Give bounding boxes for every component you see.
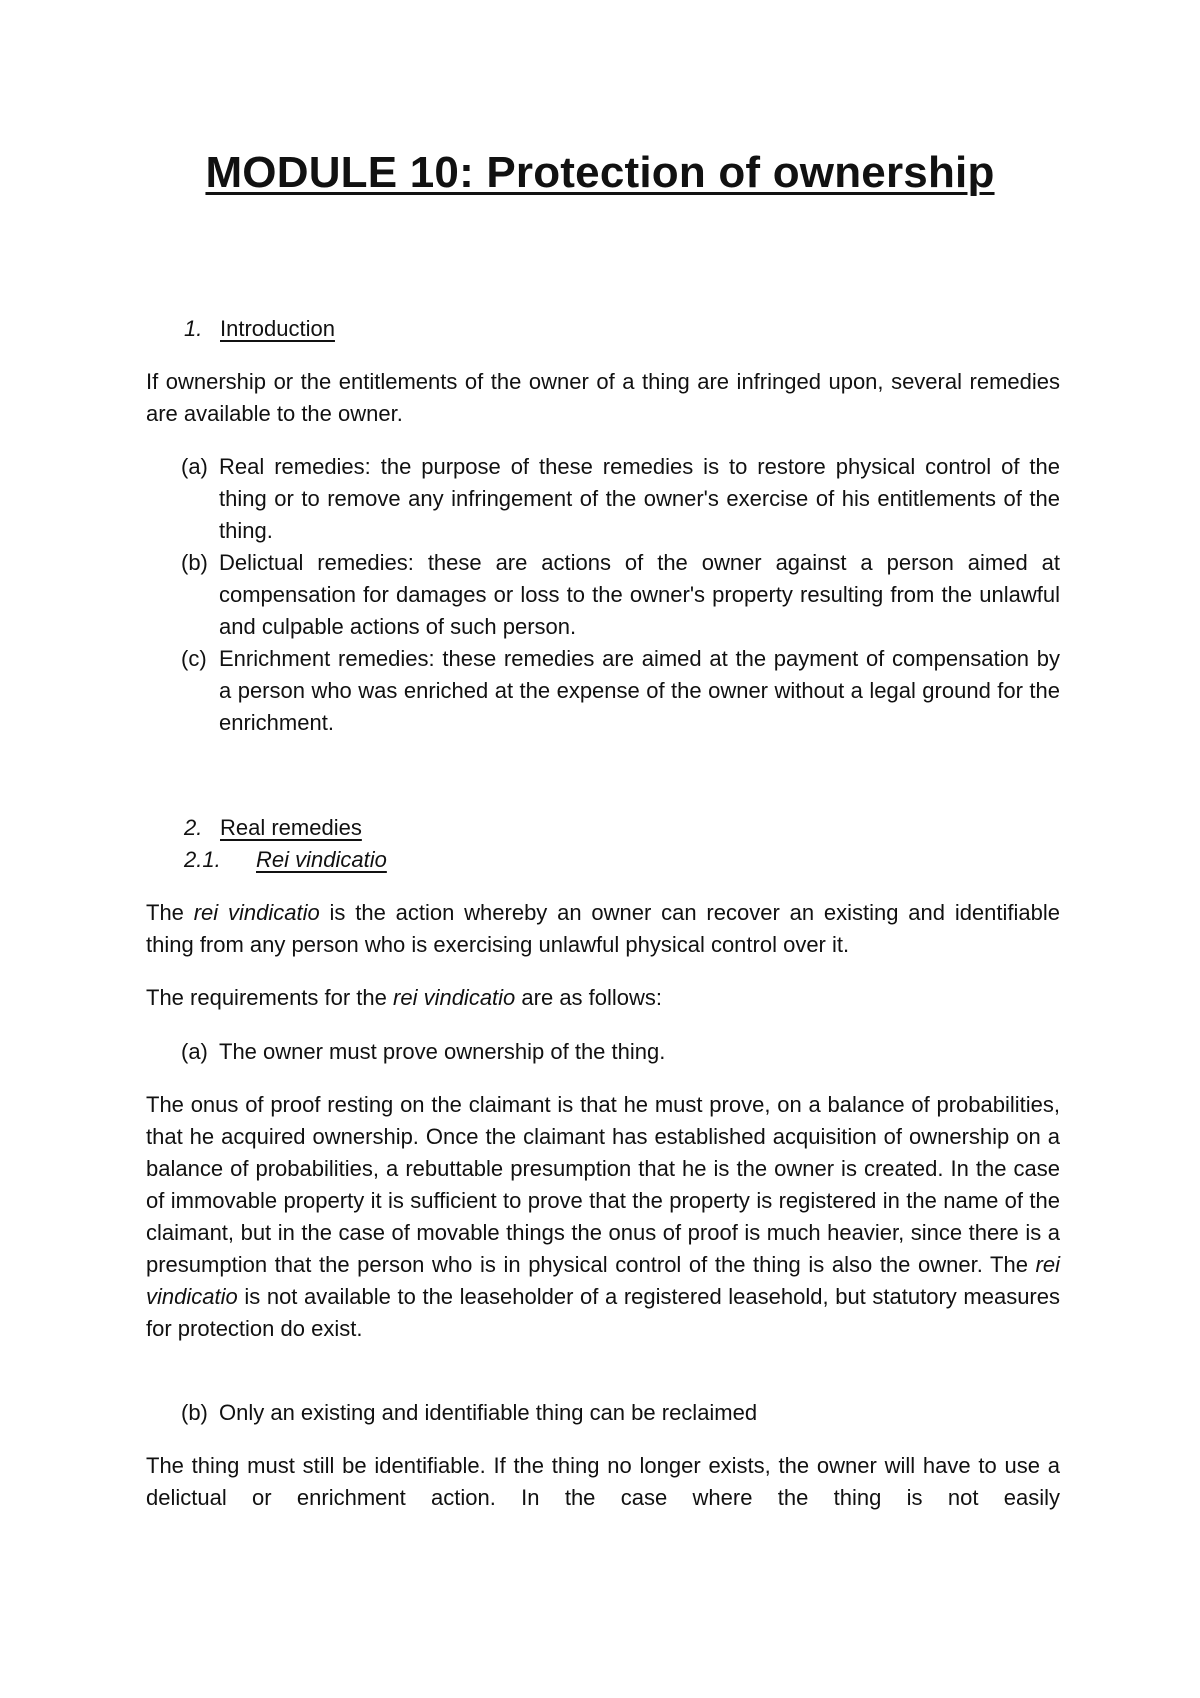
section-number: 2. (184, 815, 203, 840)
list-item-text: Only an existing and identifiable thing can be reclaimed (219, 1400, 758, 1425)
page-title: MODULE 10: Protection of ownership (205, 148, 995, 197)
text-run: The requirements for the (146, 985, 394, 1010)
list-marker: (b) (181, 550, 208, 575)
list-item-text: Real remedies: the purpose of these remedies is to restore physical control of the thing or to remove any infringement of the owner's exercise of his entitlements of the thing. (219, 454, 1060, 543)
list-marker: (c) (181, 646, 207, 671)
rei-vindicatio-definition (146, 897, 1060, 961)
section-title: Real remedies (220, 815, 362, 840)
italic-term: rei vindicatio (146, 1252, 1060, 1309)
list-marker: (b) (181, 1400, 208, 1425)
text-run: The onus of proof resting on the claimant is that he must prove, on a balance of probabilities, that he acquired ownership. Once the claimant has established acquisition of ownership on a balance of probabilities, a rebuttable presumption that he is the owner is created. In the case of immovable property it is sufficient to prove that the property is registered in the name of the claimant, but in the case of movable things the onus of proof is much heavier, since there is a presumption that the person who is in physical control of the thing is also the owner. The (146, 1092, 1060, 1277)
list-item-text: The owner must prove ownership of the thing. (219, 1039, 666, 1064)
list-item-text: Enrichment remedies: these remedies are aimed at the payment of compensation by a person who was enriched at the expense of the owner without a legal ground for the enrichment. (219, 646, 1060, 735)
onus-of-proof-paragraph (146, 1089, 1060, 1345)
section-title: Introduction (220, 316, 335, 341)
section-number: 1. (184, 316, 203, 341)
text-run: The (146, 900, 194, 925)
text-run: is not available to the leaseholder of a registered leasehold, but statutory measures for protection do exist. (146, 1284, 1060, 1341)
requirements-intro (146, 982, 1060, 1014)
list-item-text: Delictual remedies: these are actions of the owner against a person aimed at compensation for damages or loss to the owner's property resulting from the unlawful and culpable actions of such person. (219, 550, 1060, 639)
list-marker: (a) (181, 1039, 208, 1064)
identifiable-thing-paragraph: The thing must still be identifiable. If the thing no longer exists, the owner will have to use a delictual or enrichment action. In the case where the thing is not easily (146, 1453, 1060, 1510)
text-run: is the action whereby an owner can recover an existing and identifiable thing from any person who is exercising unlawful physical control over it. (146, 900, 1061, 957)
italic-term: rei vindicatio (193, 900, 320, 925)
section-number: 2.1. (184, 847, 221, 872)
intro-paragraph: If ownership or the entitlements of the owner of a thing are infringed upon, several remedies are available to the owner. (146, 369, 1060, 426)
section-title: Rei vindicatio (256, 847, 387, 872)
text-run: are as follows: (515, 985, 663, 1010)
list-marker: (a) (181, 454, 208, 479)
italic-term: rei vindicatio (393, 985, 516, 1010)
